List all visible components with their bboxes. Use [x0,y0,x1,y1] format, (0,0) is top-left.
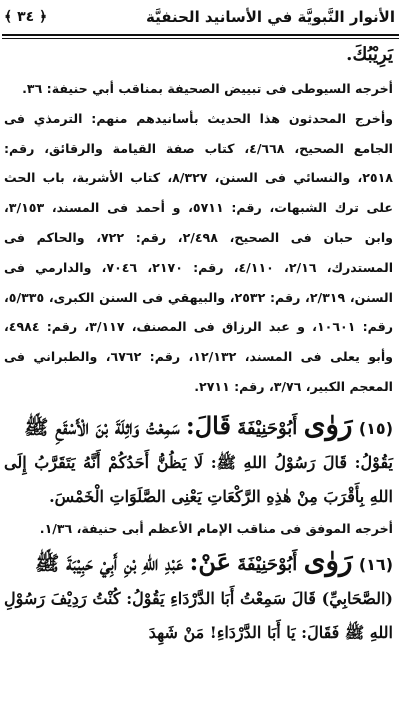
qala-word: قَالَ: [185,410,231,440]
rawa-word: رَوٰى [303,543,353,577]
takhrij-sources: الترمذي فى الجامع الصحيح، ٤/٦٦٨، كتاب صفة القيامة والرقائق، رقم: ٢٥١٨، والنسائي فى السنن، ٨/٣٢٧، كتاب الأشربة، باب الحث على ترك الشبهات، رقم: ٥٧١١، و أحمد فى المسند، ٣/١٥٣، وابن حبان فى الصحيح، ٢/٤٩٨، رقم: ٧٢٢، والحاكم فى المستدرك، ٢/١٦، ٤/١١٠، رقم: ٢١٧٠، ٧٠٤٦، والدارمي فى السنن، ٢/٣١٩، رقم: ٢٥٣٢، والبيهقي فى السنن الكبرى، ٥/٣٣٥، رقم: ١٠٦٠١، و عبد الرزاق فى المصنف، ٣/١١٧، رقم: ٤٩٨٤، وأبو يعلى فى المسند، ١٢/١٣٢، رقم: ٦٧٦٢، والطبراني فى المعجم الكبير، ٣/٧٦، رقم: ٢٧١١. [4,110,394,394]
companion-name: عَبْدِ اللهِ بْنِ أَبِيْ حَبِيْبَةَ ﷺ [35,550,184,575]
page-content [4,40,393,723]
hadith-number: (١٥) [358,418,393,438]
takhrij-note-1: أخرجه السيوطى فى تبييض الصحيفة بمناقب أبي حنيفة: ٣٦. [22,81,393,96]
narrator-name: أَبُوْحَنِيْفَةَ [237,553,298,575]
hadith-15-text: يَقُوْلُ: قَالَ رَسُوْلُ اللهِ ﷺ: لَا يَظُنُّ أَحَدُكُمْ أَنَّهُ يَتَقَرَّبُ إِلَى اللهِ بِأَقْرَبَ مِنْ هٰذِهِ الرَّكْعَاتِ يَعْنِى الصَّلَوَاتِ الْخَمْسَ. [4,452,393,506]
page-header [4,2,395,32]
companion-name: سَمِعْتُ وَاثِلَةَ بْنَ الْأَسْقَعِ ﷺ [24,414,180,439]
hadith-16-heading [4,544,393,582]
hadith-15-heading [4,408,393,446]
page-number: ﴾ ٣٤ ﴿ [4,9,48,25]
narrator-name: أَبُوْحَنِيْفَةَ [237,417,298,439]
takhrij-lead: وأخرج المحدثون هذا الحديث بأسانيدهم منهم: [91,110,393,126]
running-title: الأنوار النَّبويَّة في الأسانيد الحنفيَّة [145,8,395,26]
hadith-text-continuation: يَرِيْبُكَ. [346,44,393,65]
hadith-16-text: (الصَّحَابِيِّ) قَالَ سَمِعْتُ أَبَا الدَّرْدَاءِ يَقُوْلُ: كُنْتُ رَدِيْفَ رَسُوْلِ اللهِ ﷺ فَقَالَ: يَا أَبَا الدَّرْدَاءِ! مَنْ شَهِدَ [4,588,393,642]
an-word: عَنْ: [189,546,231,576]
takhrij-note-3: أخرجه الموفق فى مناقب الإمام الأعظم أبى حنيفة، ١/٣٦. [39,520,393,536]
header-rule [2,34,399,39]
hadith-number: (١٦) [358,554,393,574]
takhrij-note-2 [4,104,393,402]
rawa-word: رَوٰى [303,407,353,441]
